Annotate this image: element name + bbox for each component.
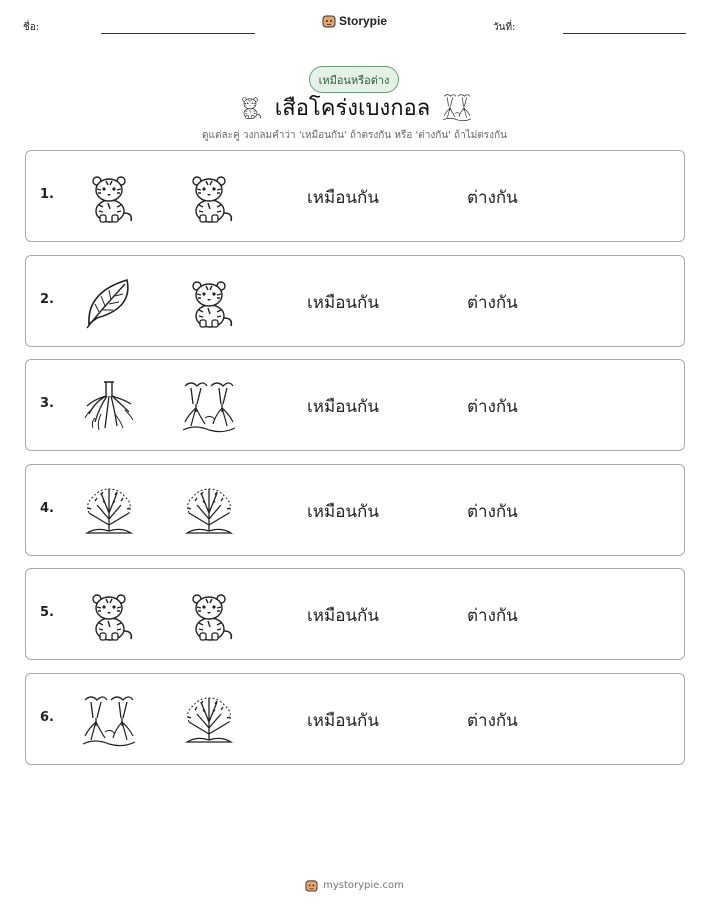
same-option[interactable]: เหมือนกัน xyxy=(307,397,379,417)
question-row-4 xyxy=(25,464,685,556)
same-option[interactable]: เหมือนกัน xyxy=(307,606,379,626)
question-row-2 xyxy=(25,255,685,347)
question-row-6 xyxy=(25,673,685,765)
tiger-icon xyxy=(81,169,137,225)
question-row-3 xyxy=(25,359,685,451)
tiger-icon xyxy=(181,274,237,330)
different-option[interactable]: ต่างกัน xyxy=(467,710,518,731)
different-option[interactable]: ต่างกัน xyxy=(467,292,518,313)
footer xyxy=(0,879,709,892)
tiger-icon xyxy=(181,169,237,225)
tiger-icon xyxy=(81,587,137,643)
date-line[interactable] xyxy=(563,33,686,34)
brand-name: Storypie xyxy=(339,14,388,28)
question-list xyxy=(25,150,685,777)
page-title: เสือโคร่งเบงกอล xyxy=(274,95,431,121)
mangrove-icon xyxy=(442,92,472,122)
same-option[interactable]: เหมือนกัน xyxy=(307,501,379,522)
question-number: 2. xyxy=(40,291,54,307)
page-header xyxy=(0,0,709,40)
question-row-1 xyxy=(25,150,685,242)
same-option[interactable]: เหมือนกัน xyxy=(307,292,379,313)
tiger-icon xyxy=(237,94,263,120)
question-row-5 xyxy=(25,568,685,660)
shrub-icon xyxy=(181,692,237,748)
question-number: 3. xyxy=(40,396,54,411)
name-label: ชื่อ: xyxy=(23,22,40,33)
shrub-icon xyxy=(181,483,237,539)
storypie-logo-icon xyxy=(322,14,336,28)
different-option[interactable]: ต่างกัน xyxy=(467,188,518,208)
name-line[interactable] xyxy=(101,33,255,34)
worksheet-type-badge: เหมือนหรือต่าง xyxy=(309,66,399,93)
question-number: 5. xyxy=(40,605,54,620)
mangrove-icon xyxy=(181,378,237,434)
different-option[interactable]: ต่างกัน xyxy=(467,397,518,417)
question-number: 1. xyxy=(40,187,54,202)
leaf-icon xyxy=(81,274,137,330)
instructions: ดูแต่ละคู่ วงกลมคำว่า 'เหมือนกัน' ถ้าตรงกัน หรือ 'ต่างกัน' ถ้าไม่ตรงกัน xyxy=(202,130,507,141)
storypie-logo-icon xyxy=(305,879,318,892)
different-option[interactable]: ต่างกัน xyxy=(467,606,518,626)
different-option[interactable]: ต่างกัน xyxy=(467,501,518,522)
brand-logo xyxy=(322,14,387,28)
date-label: วันที่: xyxy=(493,22,516,33)
question-number: 6. xyxy=(40,709,54,725)
title-row xyxy=(0,92,709,122)
question-number: 4. xyxy=(40,500,54,516)
shrub-icon xyxy=(81,483,137,539)
footer-url[interactable]: mystorypie.com xyxy=(323,880,404,891)
mangrove-icon xyxy=(81,692,137,748)
roots-icon xyxy=(81,378,137,434)
same-option[interactable]: เหมือนกัน xyxy=(307,710,379,731)
tiger-icon xyxy=(181,587,237,643)
same-option[interactable]: เหมือนกัน xyxy=(307,188,379,208)
